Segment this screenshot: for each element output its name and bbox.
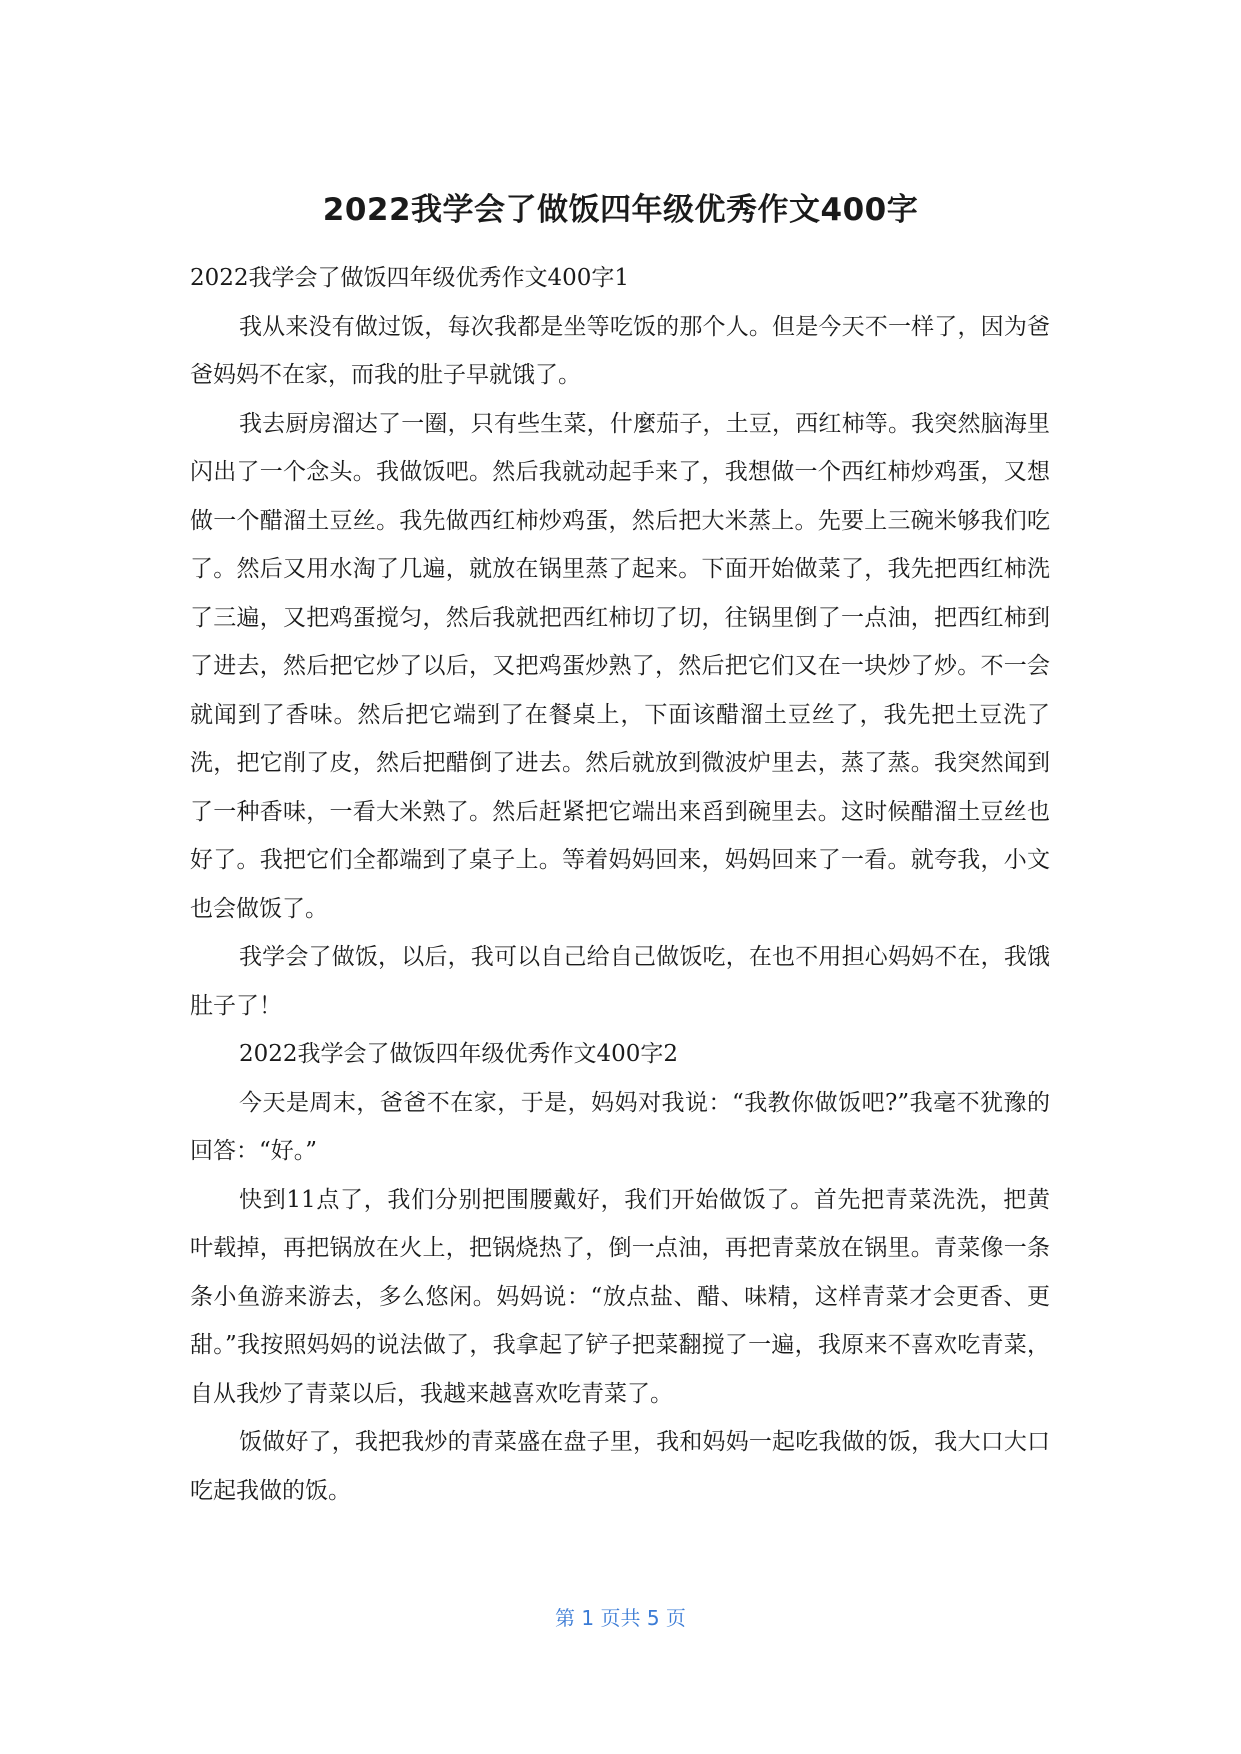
document-body bbox=[190, 254, 1050, 1515]
section-heading-2: 2022我学会了做饭四年级优秀作文400字2 bbox=[239, 1041, 679, 1067]
paragraph: 我去厨房溜达了一圈，只有些生菜，什麼茄子，土豆，西红柿等。我突然脑海里闪出了一个念头。我做饭吧。然后我就动起手来了，我想做一个西红柿炒鸡蛋，又想做一个醋溜土豆丝。我先做西红柿炒鸡蛋，然后把大米蒸上。先要上三碗米够我们吃了。然后又用水淘了几遍，就放在锅里蒸了起来。下面开始做菜了，我先把西红柿洗了三遍，又把鸡蛋搅匀，然后我就把西红柿切了切，往锅里倒了一点油，把西红柿到了进去，然后把它炒了以后，又把鸡蛋炒熟了，然后把它们又在一块炒了炒。不一会就闻到了香味。然后把它端到了在餐桌上，下面该醋溜土豆丝了，我先把土豆洗了洗，把它削了皮，然后把醋倒了进去。然后就放到微波炉里去，蒸了蒸。我突然闻到了一种香味，一看大米熟了。然后赶紧把它端出来舀到碗里去。这时候醋溜土豆丝也好了。我把它们全都端到了桌子上。等着妈妈回来，妈妈回来了一看。就夸我，小文也会做饭了。 bbox=[190, 410, 1050, 922]
paragraph: 我从来没有做过饭，每次我都是坐等吃饭的那个人。但是今天不一样了，因为爸爸妈妈不在家，而我的肚子早就饿了。 bbox=[190, 313, 1050, 388]
paragraph: 我学会了做饭，以后，我可以自己给自己做饭吃，在也不用担心妈妈不在，我饿肚子了！ bbox=[190, 944, 1050, 1019]
document-title: 2022我学会了做饭四年级优秀作文400字 bbox=[322, 192, 919, 228]
page-footer: 第 1 页共 5 页 bbox=[555, 1606, 686, 1630]
paragraph: 快到11点了，我们分别把围腰戴好，我们开始做饭了。首先把青菜洗洗，把黄叶载掉，再把锅放在火上，把锅烧热了，倒一点油，再把青菜放在锅里。青菜像一条条小鱼游来游去，多么悠闲。妈妈说：“放点盐、醋、味精，这样青菜才会更香、更甜。”我按照妈妈的说法做了，我拿起了铲子把菜翻搅了一遍，我原来不喜欢吃青菜，自从我炒了青菜以后，我越来越喜欢吃青菜了。 bbox=[190, 1186, 1050, 1407]
paragraph: 饭做好了，我把我炒的青菜盛在盘子里，我和妈妈一起吃我做的饭，我大口大口吃起我做的饭。 bbox=[190, 1429, 1050, 1504]
paragraph: 今天是周末，爸爸不在家，于是，妈妈对我说：“我教你做饭吧?”我毫不犹豫的回答：“好。” bbox=[190, 1089, 1050, 1164]
section-heading-1: 2022我学会了做饭四年级优秀作文400字1 bbox=[190, 265, 630, 291]
